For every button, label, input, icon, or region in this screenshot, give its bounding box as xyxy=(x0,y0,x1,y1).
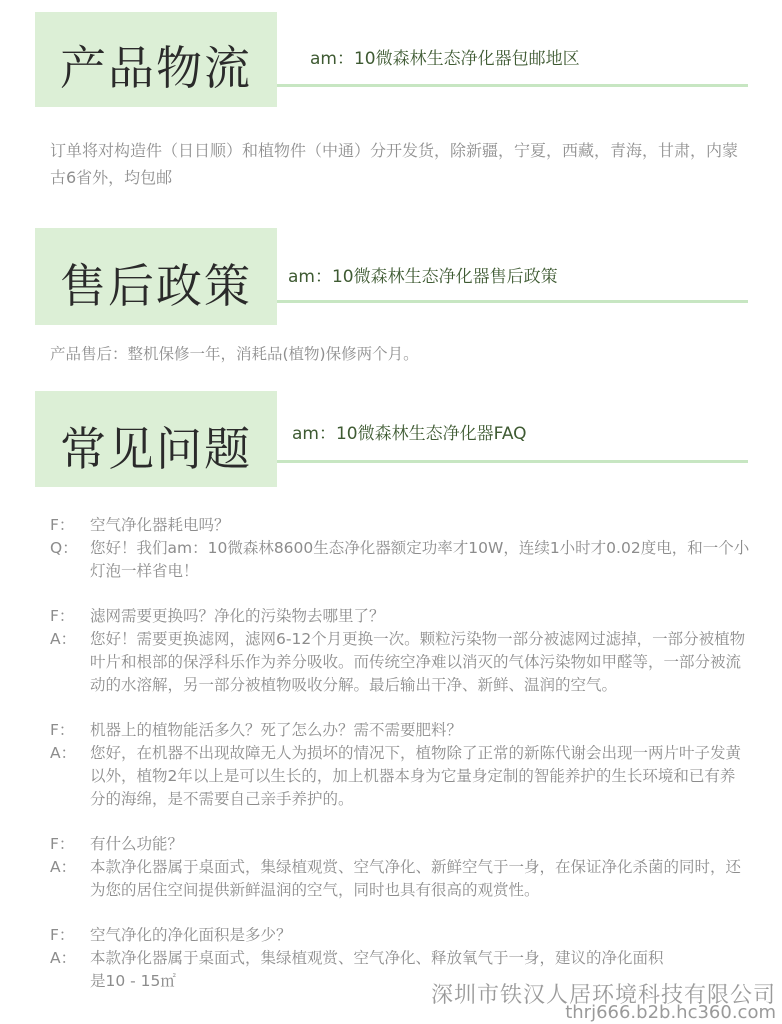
section-faq-title: 常见问题 xyxy=(60,422,252,476)
faq-question-text: 滤网需要更换吗？净化的污染物去哪里了？ xyxy=(90,607,385,625)
footer-url: thrj666.b2b.hc360.com xyxy=(565,1002,776,1023)
faq-answer-text: 本款净化器属于桌面式，集绿植观赏、空气净化、新鲜空气于一身，在保证净化杀菌的同时，还为您的居住空间提供新鲜温润的空气，同时也具有很高的观赏性。 xyxy=(90,858,742,899)
faq-question-text: 空气净化的净化面积是多少？ xyxy=(90,926,292,944)
section-aftersales-rule xyxy=(277,300,748,303)
section-faq-box xyxy=(35,391,277,487)
faq-answer-tag: A： xyxy=(50,744,77,762)
faq-answer-tag: A： xyxy=(50,630,77,648)
section-aftersales-box xyxy=(35,228,277,325)
faq-question-tag: F： xyxy=(50,926,75,944)
faq-question-tag: F： xyxy=(50,835,75,853)
faq-answer-tag: A： xyxy=(50,858,77,876)
faq-question-text: 空气净化器耗电吗？ xyxy=(90,516,230,534)
section-faq-subtitle: am：10微森林生态净化器FAQ xyxy=(292,424,527,444)
faq-question xyxy=(50,924,750,947)
aftersales-text: 产品售后：整机保修一年，消耗品(植物)保修两个月。 xyxy=(50,345,419,363)
faq-question xyxy=(50,605,750,628)
faq-answer-text: 您好，在机器不出现故障无人为损坏的情况下，植物除了正常的新陈代谢会出现一两片叶子发黄以外，植物2年以上是可以生长的，加上机器本身为它量身定制的智能养护的生长环境和已有养分的海绵，是不需要自己亲手养护的。 xyxy=(90,744,742,808)
faq-answer xyxy=(50,742,750,811)
faq-answer xyxy=(50,537,750,583)
section-logistics-title: 产品物流 xyxy=(60,41,252,95)
faq-question-tag: F： xyxy=(50,516,75,534)
section-logistics-rule xyxy=(277,84,748,87)
section-faq-rule xyxy=(277,460,748,463)
section-aftersales-subtitle: am：10微森林生态净化器售后政策 xyxy=(288,267,558,287)
section-logistics-box xyxy=(35,12,277,107)
faq-question-text: 机器上的植物能活多久？死了怎么办？需不需要肥料？ xyxy=(90,721,463,739)
faq-question-tag: F： xyxy=(50,721,75,739)
faq-question-text: 有什么功能？ xyxy=(90,835,184,853)
faq-answer-text: 您好！需要更换滤网，滤网6-12个月更换一次。颗粒污染物一部分被滤网过滤掉，一部分被植物叶片和根部的保浮科乐作为养分吸收。而传统空净难以消灭的气体污染物如甲醛等，一部分被流动的水溶解，另一部分被植物吸收分解。最后输出干净、新鲜、温润的空气。 xyxy=(90,630,746,694)
faq-answer-text: 您好！我们am：10微森林8600生态净化器额定功率才10W，连续1小时才0.02度电，和一个小灯泡一样省电！ xyxy=(90,539,750,580)
faq-answer xyxy=(50,628,750,697)
faq-question xyxy=(50,719,750,742)
logistics-text: 订单将对构造件（日日顺）和植物件（中通）分开发货，除新疆，宁夏，西藏，青海，甘肃，内蒙古6省外，均包邮 xyxy=(50,141,739,187)
section-aftersales-title: 售后政策 xyxy=(60,259,252,313)
faq-question xyxy=(50,514,750,537)
faq-question xyxy=(50,833,750,856)
faq-answer-text: 本款净化器属于桌面式，集绿植观赏、空气净化、释放氧气于一身，建议的净化面积是10 - 15㎡ xyxy=(90,949,664,990)
section-logistics-subtitle: am：10微森林生态净化器包邮地区 xyxy=(310,49,580,69)
faq-list xyxy=(50,514,750,993)
footer-company: 深圳市铁汉人居环境科技有限公司 xyxy=(430,983,776,1008)
faq-answer-tag: Q： xyxy=(50,539,78,557)
faq-answer xyxy=(50,856,750,902)
faq-answer-tag: A： xyxy=(50,949,77,967)
faq-question-tag: F： xyxy=(50,607,75,625)
